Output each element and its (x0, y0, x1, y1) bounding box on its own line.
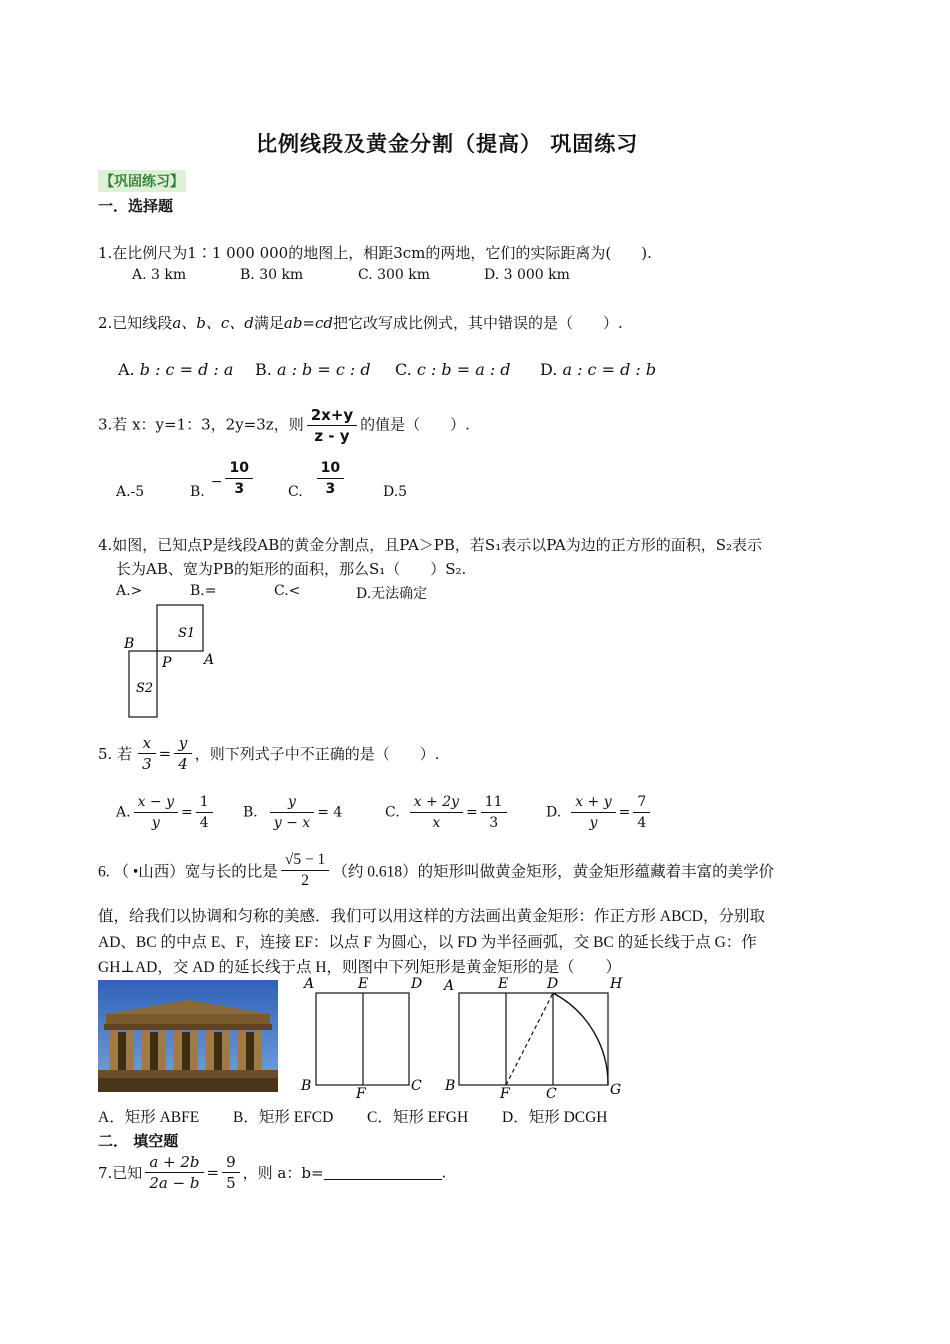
fig2-label-e: E (498, 976, 509, 992)
q1-option-a: A. 3 km (132, 267, 187, 283)
fig2-label-g: G (610, 1082, 622, 1098)
q2-vars: a、b、c、d (172, 314, 254, 332)
q2-post: 把它改写成比例式，其中错误的是（ ）. (333, 314, 623, 332)
question-6-line2: 值，给我们以协调和匀称的美感．我们可以用这样的方法画出黄金矩形：作正方形 ABCD，分别取 (98, 908, 765, 925)
arc-dg (553, 993, 608, 1085)
fig1-label-e: E (358, 976, 369, 992)
label-s2: S2 (136, 681, 154, 696)
q2-pre: 2.已知线段 (98, 314, 173, 332)
q1-option-d: D. 3 000 km (484, 267, 570, 283)
q4-option-c: C.< (274, 583, 301, 599)
fig1-label-a: A (304, 976, 315, 992)
fig2-label-f: F (500, 1086, 510, 1098)
answer-blank[interactable] (324, 1165, 442, 1180)
q2-option-c: C. c : b = a : d (395, 360, 511, 379)
rectangle-abgh (459, 993, 608, 1085)
fig2-label-c: C (546, 1086, 557, 1098)
question-6-line3: AD、BC 的中点 E、F，连接 EF：以点 F 为圆心，以 FD 为半径画弧，交 BC 的延长线于点 G：作 (98, 934, 757, 951)
q3-post: 的值是（ ）. (360, 415, 470, 434)
q5-option-c: C. $\frac{x + 2y}{x}$ = $\frac{11}{3}$ (385, 792, 510, 833)
q6-option-c: C．矩形 EFGH (367, 1109, 469, 1126)
question-4-line1: 4.如图，已知点P是线段AB的黄金分割点，且PA＞PB，若S₁表示以PA为边的正方形的面积，S₂表示 (98, 536, 763, 554)
fig2-label-b: B (445, 1078, 456, 1094)
fig1-label-f: F (356, 1086, 366, 1098)
label-b: B (124, 636, 135, 652)
q5-option-d: D. $\frac{x + y}{y}$ = $\frac{7}{4}$ (546, 792, 653, 833)
label-p: P (162, 655, 172, 671)
q5-option-a: A. $\frac{x - y}{y}$ = $\frac{1}{4}$ (116, 792, 216, 833)
q2-option-d: D. a : c = d : b (540, 360, 657, 379)
q3-option-a: A.-5 (116, 484, 145, 500)
label-s1: S1 (178, 626, 196, 641)
q2-mid: 满足 (253, 314, 284, 332)
question-5-text: 5. 若 $\frac{x}{3}$ = $\frac{y}{4}$ ，则下列式子中不正确的是（ ）. (98, 734, 440, 773)
section-tag: 【巩固练习】 (98, 170, 186, 192)
q3-pre: 3.若 x：y=1：3，2y=3z，则 (98, 415, 304, 434)
label-a: A (204, 652, 215, 668)
q6-figure-square (296, 974, 436, 1098)
question-1-text: 1.在比例尺为1∶1 000 000的地图上，相距3cm的两地，它们的实际距离为( ). (98, 244, 652, 262)
q4-option-a: A.> (116, 583, 143, 599)
question-3-text (98, 405, 470, 446)
question-6-line4: GH⊥AD，交 AD 的延长线于点 H，则图中下列矩形是黄金矩形的是（ ） (98, 959, 622, 976)
q2-option-a: A. b : c = d : a (118, 360, 234, 379)
question-6-line1: 6. （ •山西）宽与长的比是 $\frac{√5 - 1}{2}$ （约 0.618）的矩形叫做黄金矩形，黄金矩形蕴藏着丰富的美学价 (98, 851, 775, 889)
question-7-text: 7.已知 $\frac{a + 2b}{2a - b}$ = $\frac{9}{5}$ ，则 a：b= . (98, 1153, 447, 1192)
fig2-label-a: A (444, 978, 455, 994)
q2-eq: ab=cd (283, 314, 334, 332)
fig2-label-d: D (547, 976, 559, 992)
q2-option-b: B. a : b = c : d (255, 360, 371, 379)
fig2-label-h: H (610, 976, 623, 992)
question-2-text (98, 312, 623, 333)
q6-option-d: D．矩形 DCGH (502, 1109, 608, 1126)
fig1-label-c: C (411, 1078, 422, 1094)
q4-option-d: D.无法确定 (356, 586, 428, 602)
q4-figure (118, 600, 228, 722)
q6-option-a: A．矩形 ABFE (98, 1109, 200, 1126)
segment-fd-dashed (506, 993, 553, 1085)
q3-fraction: $\frac{2x+y}{z - y}$ (307, 405, 357, 446)
section-choice-heading: 一．选择题 (98, 197, 174, 215)
q6-figure-golden-rectangle (442, 974, 634, 1098)
question-4-line2: 长为AB、宽为PB的矩形的面积，那么S₁（ ）S₂. (116, 560, 467, 578)
fig1-label-d: D (411, 976, 423, 992)
fig1-label-b: B (301, 1078, 312, 1094)
q3-option-d: D.5 (383, 484, 408, 500)
page-title: 比例线段及黄金分割（提高） 巩固练习 (256, 132, 639, 156)
q6-option-b: B．矩形 EFCD (233, 1109, 334, 1126)
q3-option-b: B.− $\frac{10}{3}$ (190, 458, 256, 500)
section-fill-heading: 二． 填空题 (98, 1132, 179, 1150)
q1-option-b: B. 30 km (240, 267, 304, 283)
parthenon-photo (98, 980, 278, 1092)
q1-option-c: C. 300 km (358, 267, 431, 283)
q4-option-b: B.= (190, 583, 217, 599)
q3-option-c: C. $\frac{10}{3}$ (288, 458, 347, 500)
q5-option-b: B. $\frac{y}{y - x}$ = 4 (243, 794, 343, 831)
